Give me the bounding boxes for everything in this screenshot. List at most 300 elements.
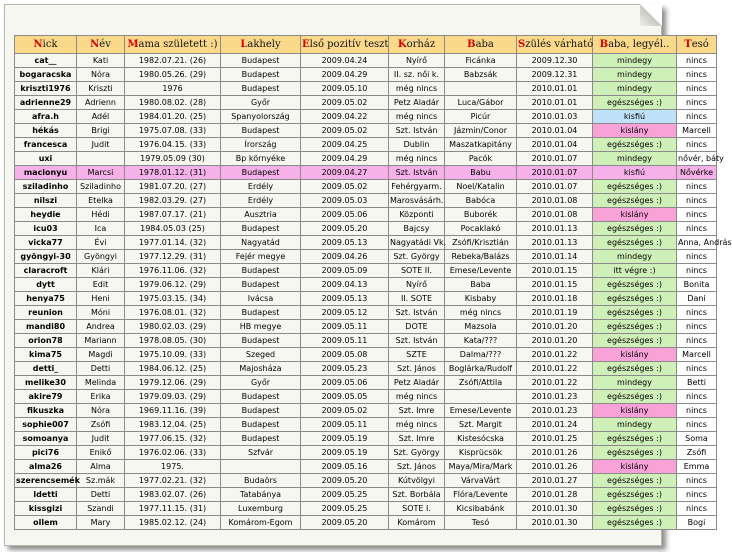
cell-sibling: nővér, báty [677, 152, 717, 166]
table-row [15, 418, 717, 432]
cell-mother-born: 1982.03.29. (27) [125, 194, 221, 208]
cell-due-date: 2010.01.15 [517, 278, 593, 292]
cell-first-positive-test: 2009.05.23 [301, 362, 389, 376]
cell-hospital: SOTE II. [389, 264, 445, 278]
cell-nick: alma26 [15, 460, 77, 474]
cell-residence: Szfvár [221, 446, 301, 460]
cell-sibling: nincs [677, 138, 717, 152]
table-row [15, 446, 717, 460]
cell-mother-born: 1983.12.04. (25) [125, 418, 221, 432]
cell-mother-born: 1977.01.14. (32) [125, 236, 221, 250]
cell-residence: Budapest [221, 432, 301, 446]
cell-due-date: 2010.01.30 [517, 502, 593, 516]
cell-name: Sz.mák [77, 474, 125, 488]
cell-sibling: nincs [677, 488, 717, 502]
cell-residence [221, 460, 301, 474]
cell-first-positive-test: 2009.05.06 [301, 208, 389, 222]
cell-hospital: Bajcsy [389, 222, 445, 236]
cell-baby-wish: mindegy [593, 250, 677, 264]
cell-sibling: nincs [677, 68, 717, 82]
cell-nick: somoanya [15, 432, 77, 446]
cell-baby: Maszatkapitány [445, 138, 517, 152]
cell-residence: Ausztria [221, 208, 301, 222]
cell-sibling: nincs [677, 320, 717, 334]
cell-baby-wish: mindegy [593, 82, 677, 96]
cell-first-positive-test: 2009.05.20 [301, 474, 389, 488]
cell-name: Sziladinho [77, 180, 125, 194]
cell-baby: Mazsola [445, 320, 517, 334]
cell-nick: afra.h [15, 110, 77, 124]
cell-mother-born: 1975. [125, 460, 221, 474]
cell-sibling: Nővérke [677, 166, 717, 180]
cell-hospital: még nincs [389, 82, 445, 96]
cell-name: Nóra [77, 68, 125, 82]
table-row [15, 278, 717, 292]
cell-residence: Budapest [221, 166, 301, 180]
cell-sibling: nincs [677, 362, 717, 376]
table-row [15, 236, 717, 250]
cell-due-date: 2010.01.01 [517, 82, 593, 96]
cell-nick: claracroft [15, 264, 77, 278]
cell-hospital: Szt. János [389, 460, 445, 474]
cell-residence: Bp környéke [221, 152, 301, 166]
cell-baby: Zsófi/Attila [445, 376, 517, 390]
cell-mother-born: 1984.05.03 (25) [125, 222, 221, 236]
table-row [15, 54, 717, 68]
header-baby: Baba [445, 36, 517, 54]
cell-hospital: DOTE [389, 320, 445, 334]
cell-residence: Győr [221, 96, 301, 110]
cell-due-date: 2010.01.28 [517, 488, 593, 502]
cell-nick: sziladinho [15, 180, 77, 194]
cell-baby: Kistesócska [445, 432, 517, 446]
cell-first-positive-test: 2009.05.13 [301, 236, 389, 250]
cell-nick: detti_ [15, 362, 77, 376]
header-nick: Nick [15, 36, 77, 54]
cell-baby-wish: egészséges :) [593, 362, 677, 376]
cell-first-positive-test: 2009.05.05 [301, 390, 389, 404]
cell-baby-wish: mindegy [593, 152, 677, 166]
cell-sibling: nincs [677, 110, 717, 124]
cell-residence: Erdély [221, 194, 301, 208]
cell-first-positive-test: 2009.04.22 [301, 110, 389, 124]
table-row [15, 152, 717, 166]
cell-name: Detti [77, 362, 125, 376]
table-row [15, 264, 717, 278]
cell-baby: Kisbaby [445, 292, 517, 306]
cell-due-date: 2010.01.22 [517, 348, 593, 362]
cell-mother-born: 1977.12.29. (31) [125, 250, 221, 264]
table-row [15, 320, 717, 334]
cell-sibling: Emma [677, 460, 717, 474]
cell-hospital: Marosvásárh. [389, 194, 445, 208]
cell-first-positive-test: 2009.04.26 [301, 250, 389, 264]
cell-name: Nóra [77, 404, 125, 418]
cell-mother-born: 1984.06.12. (25) [125, 362, 221, 376]
cell-baby-wish: egészséges :) [593, 446, 677, 460]
cell-residence: Ivácsa [221, 292, 301, 306]
cell-mother-born: 1979.12.06. (29) [125, 376, 221, 390]
cell-residence: Spanyolország [221, 110, 301, 124]
cell-residence: Budapest [221, 404, 301, 418]
cell-nick: heydie [15, 208, 77, 222]
cell-hospital: Szt. István [389, 306, 445, 320]
cell-sibling: nincs [677, 390, 717, 404]
cell-name: Ica [77, 222, 125, 236]
cell-mother-born: 1976.04.15. (33) [125, 138, 221, 152]
cell-name: Évi [77, 236, 125, 250]
cell-residence: Majosháza [221, 362, 301, 376]
cell-baby: Kisprücsök [445, 446, 517, 460]
cell-baby: Emese/Levente [445, 404, 517, 418]
table-row [15, 376, 717, 390]
cell-due-date: 2010.01.18 [517, 292, 593, 306]
cell-baby-wish: kisfiú [593, 166, 677, 180]
cell-due-date: 2009.12.30 [517, 54, 593, 68]
cell-due-date: 2010.01.04 [517, 124, 593, 138]
table-row [15, 390, 717, 404]
cell-baby-wish: egészséges :) [593, 306, 677, 320]
cell-mother-born: 1977.06.15. (32) [125, 432, 221, 446]
cell-baby-wish: egészséges :) [593, 180, 677, 194]
cell-name: Melinda [77, 376, 125, 390]
cell-mother-born: 1977.02.21. (32) [125, 474, 221, 488]
cell-due-date: 2010.01.01 [517, 96, 593, 110]
cell-hospital: Kútvölgyi [389, 474, 445, 488]
header-first-positive-test: Első pozitív teszt [301, 36, 389, 54]
cell-baby-wish: egészséges :) [593, 96, 677, 110]
cell-baby: Flóra/Levente [445, 488, 517, 502]
cell-baby: Picúr [445, 110, 517, 124]
table-row [15, 306, 717, 320]
table-row [15, 292, 717, 306]
cell-due-date: 2010.01.23 [517, 390, 593, 404]
cell-due-date: 2010.01.26 [517, 460, 593, 474]
cell-baby [445, 390, 517, 404]
cell-due-date: 2010.01.15 [517, 264, 593, 278]
cell-baby-wish: kislány [593, 404, 677, 418]
cell-due-date: 2010.01.22 [517, 376, 593, 390]
cell-name: Erika [77, 390, 125, 404]
cell-baby: Emese/Levente [445, 264, 517, 278]
cell-baby: Maya/Mira/Mark [445, 460, 517, 474]
cell-name: Heni [77, 292, 125, 306]
cell-first-positive-test: 2009.04.13 [301, 278, 389, 292]
cell-hospital: Központi [389, 208, 445, 222]
cell-name: Móni [77, 306, 125, 320]
cell-baby: Babu [445, 166, 517, 180]
cell-baby-wish: mindegy [593, 418, 677, 432]
cell-due-date: 2010.01.07 [517, 180, 593, 194]
table-row [15, 460, 717, 474]
header-name: Név [77, 36, 125, 54]
cell-nick: kima75 [15, 348, 77, 362]
cell-nick: macionyu [15, 166, 77, 180]
cell-name: Edit [77, 278, 125, 292]
cell-name: Brigi [77, 124, 125, 138]
cell-baby-wish: egészséges :) [593, 390, 677, 404]
table-row [15, 138, 717, 152]
table-row [15, 180, 717, 194]
cell-sibling: nincs [677, 264, 717, 278]
cell-sibling: nincs [677, 82, 717, 96]
table-body [15, 54, 732, 530]
cell-sibling: Dani [677, 292, 717, 306]
document-frame [4, 4, 732, 546]
cell-first-positive-test: 2009.05.12 [301, 306, 389, 320]
cell-first-positive-test: 2009.04.29 [301, 152, 389, 166]
cell-due-date: 2010.01.24 [517, 418, 593, 432]
cell-baby: VárvaVárt [445, 474, 517, 488]
cell-first-positive-test: 2009.05.11 [301, 320, 389, 334]
pregnancy-table [14, 35, 732, 530]
header-hospital: Korház [389, 36, 445, 54]
table-row [15, 488, 717, 502]
table-row [15, 250, 717, 264]
cell-sibling: nincs [677, 208, 717, 222]
cell-first-positive-test: 2009.05.20 [301, 516, 389, 530]
cell-name: Kati [77, 54, 125, 68]
cell-nick: hékás [15, 124, 77, 138]
cell-residence: Írország [221, 138, 301, 152]
cell-nick: reunion [15, 306, 77, 320]
cell-residence: Budapest [221, 68, 301, 82]
cell-baby-wish: kislány [593, 348, 677, 362]
cell-nick: cat__ [15, 54, 77, 68]
cell-first-positive-test: 2009.05.25 [301, 502, 389, 516]
cell-baby-wish: egészséges :) [593, 432, 677, 446]
cell-baby-wish: egészséges :) [593, 138, 677, 152]
table-row [15, 474, 717, 488]
table-row [15, 334, 717, 348]
table-row [15, 516, 717, 530]
cell-due-date: 2010.01.30 [517, 516, 593, 530]
cell-hospital: még nincs [389, 110, 445, 124]
table-row [15, 96, 717, 110]
cell-baby-wish: egészséges :) [593, 194, 677, 208]
cell-residence: Budapest [221, 278, 301, 292]
cell-sibling: Soma [677, 432, 717, 446]
cell-sibling: Marcell [677, 348, 717, 362]
cell-sibling: nincs [677, 502, 717, 516]
cell-nick: gyöngyi-30 [15, 250, 77, 264]
cell-mother-born: 1979.09.03. (29) [125, 390, 221, 404]
cell-baby: Kicsibabánk [445, 502, 517, 516]
cell-mother-born: 1981.07.20. (27) [125, 180, 221, 194]
cell-name: Klári [77, 264, 125, 278]
cell-due-date: 2010.01.23 [517, 404, 593, 418]
cell-nick: kissgizi [15, 502, 77, 516]
cell-mother-born: 1982.07.21. (26) [125, 54, 221, 68]
cell-nick: mandi80 [15, 320, 77, 334]
cell-baby-wish: egészséges :) [593, 488, 677, 502]
cell-mother-born: 1979.06.12. (29) [125, 278, 221, 292]
cell-hospital: Szt. Imre [389, 404, 445, 418]
cell-first-positive-test: 2009.05.08 [301, 348, 389, 362]
cell-name: Marcsi [77, 166, 125, 180]
cell-due-date: 2010.01.22 [517, 362, 593, 376]
cell-sibling: nincs [677, 334, 717, 348]
cell-nick: pici76 [15, 446, 77, 460]
cell-due-date: 2010.01.27 [517, 474, 593, 488]
cell-hospital: Fehérgyarm. [389, 180, 445, 194]
cell-first-positive-test: 2009.05.25 [301, 488, 389, 502]
cell-nick: uxi [15, 152, 77, 166]
cell-first-positive-test: 2009.05.06 [301, 376, 389, 390]
cell-first-positive-test: 2009.05.11 [301, 418, 389, 432]
cell-hospital: Petz Aladár [389, 96, 445, 110]
cell-residence: Szeged [221, 348, 301, 362]
table-row [15, 222, 717, 236]
header-residence: Lakhely [221, 36, 301, 54]
cell-mother-born: 1979.05.09 (30) [125, 152, 221, 166]
table-row [15, 362, 717, 376]
cell-baby [445, 82, 517, 96]
cell-name: Mariann [77, 334, 125, 348]
cell-baby-wish: kisfiú [593, 110, 677, 124]
cell-residence: Budapest [221, 264, 301, 278]
cell-sibling: nincs [677, 404, 717, 418]
cell-name: Kriszti [77, 82, 125, 96]
cell-baby: Zsófi/Krisztián [445, 236, 517, 250]
cell-name: Mary [77, 516, 125, 530]
cell-mother-born: 1978.01.12. (31) [125, 166, 221, 180]
table-row [15, 348, 717, 362]
cell-baby: Noel/Katalin [445, 180, 517, 194]
cell-due-date: 2010.01.13 [517, 222, 593, 236]
cell-baby: Jázmin/Conor [445, 124, 517, 138]
cell-hospital: Szt. Imre [389, 432, 445, 446]
cell-name: Enikő [77, 446, 125, 460]
cell-hospital: Szt. György [389, 446, 445, 460]
header-row [15, 36, 717, 54]
cell-sibling: nincs [677, 194, 717, 208]
cell-sibling: nincs [677, 180, 717, 194]
cell-first-positive-test: 2009.04.27 [301, 166, 389, 180]
cell-nick: orion78 [15, 334, 77, 348]
cell-first-positive-test: 2009.05.02 [301, 124, 389, 138]
cell-baby: Rebeka/Balázs [445, 250, 517, 264]
cell-mother-born: 1980.02.03. (29) [125, 320, 221, 334]
cell-baby: Tesó [445, 516, 517, 530]
cell-nick: ollem [15, 516, 77, 530]
cell-first-positive-test: 2009.05.03 [301, 194, 389, 208]
cell-baby-wish: egészséges :) [593, 222, 677, 236]
cell-hospital: Komárom [389, 516, 445, 530]
cell-nick: akire79 [15, 390, 77, 404]
cell-nick: ldetti [15, 488, 77, 502]
cell-nick: melike30 [15, 376, 77, 390]
cell-nick: fikuszka [15, 404, 77, 418]
cell-baby-wish: mindegy [593, 376, 677, 390]
cell-mother-born: 1975.07.08. (33) [125, 124, 221, 138]
cell-baby: Ficánka [445, 54, 517, 68]
cell-mother-born: 1977.11.15. (31) [125, 502, 221, 516]
cell-baby-wish: mindegy [593, 54, 677, 68]
cell-residence: Luxemburg [221, 502, 301, 516]
cell-baby-wish: kislány [593, 208, 677, 222]
cell-baby-wish: egészséges :) [593, 334, 677, 348]
cell-baby-wish: egészséges :) [593, 320, 677, 334]
cell-baby-wish: egészséges :) [593, 236, 677, 250]
header-mother-born: Mama született :) [125, 36, 221, 54]
cell-baby-wish: mindegy [593, 68, 677, 82]
cell-sibling: nincs [677, 306, 717, 320]
cell-name: Andrea [77, 320, 125, 334]
cell-baby-wish: egészséges :) [593, 292, 677, 306]
cell-first-positive-test: 2009.04.25 [301, 138, 389, 152]
cell-baby-wish: egészséges :) [593, 474, 677, 488]
cell-name: Szandi [77, 502, 125, 516]
cell-due-date: 2010.01.26 [517, 446, 593, 460]
cell-nick: sophie007 [15, 418, 77, 432]
cell-mother-born: 1987.07.17. (21) [125, 208, 221, 222]
cell-baby-wish: kislány [593, 460, 677, 474]
cell-baby: Baba [445, 278, 517, 292]
cell-sibling: nincs [677, 96, 717, 110]
cell-residence: Budapest [221, 418, 301, 432]
cell-sibling: Marcell [677, 124, 717, 138]
cell-due-date: 2010.01.03 [517, 110, 593, 124]
cell-nick: henya75 [15, 292, 77, 306]
cell-sibling: nincs [677, 418, 717, 432]
table-row [15, 432, 717, 446]
cell-baby: Luca/Gábor [445, 96, 517, 110]
cell-name: Zsófi [77, 418, 125, 432]
cell-due-date: 2010.01.14 [517, 250, 593, 264]
cell-baby: Babzsák [445, 68, 517, 82]
cell-due-date: 2010.01.07 [517, 166, 593, 180]
cell-baby: Szt. Margit [445, 418, 517, 432]
cell-name: Adrienn [77, 96, 125, 110]
cell-nick: szerencsemék [15, 474, 77, 488]
cell-hospital: Dublin [389, 138, 445, 152]
cell-hospital: SZTE [389, 348, 445, 362]
cell-sibling: nincs [677, 222, 717, 236]
cell-residence: Nagyatád [221, 236, 301, 250]
cell-name: Etelka [77, 194, 125, 208]
table-row [15, 404, 717, 418]
cell-mother-born: 1983.02.07. (26) [125, 488, 221, 502]
cell-hospital: Szt. Borbála [389, 488, 445, 502]
cell-first-positive-test: 2009.05.20 [301, 222, 389, 236]
cell-residence: Budapest [221, 222, 301, 236]
cell-baby-wish: itt végre :) [593, 264, 677, 278]
cell-residence: Budaörs [221, 474, 301, 488]
table-row [15, 194, 717, 208]
cell-nick: bogaracska [15, 68, 77, 82]
cell-residence: Budapest [221, 390, 301, 404]
cell-baby: még nincs [445, 306, 517, 320]
cell-residence: Budapest [221, 306, 301, 320]
cell-baby: Kata/??? [445, 334, 517, 348]
table-row [15, 502, 717, 516]
cell-residence: HB megye [221, 320, 301, 334]
cell-first-positive-test: 2009.05.11 [301, 334, 389, 348]
cell-residence: Budapest [221, 82, 301, 96]
cell-name: Hédi [77, 208, 125, 222]
cell-sibling: nincs [677, 474, 717, 488]
cell-mother-born: 1976.08.01. (32) [125, 306, 221, 320]
cell-baby-wish: egészséges :) [593, 516, 677, 530]
cell-mother-born: 1969.11.16. (39) [125, 404, 221, 418]
cell-sibling: nincs [677, 54, 717, 68]
cell-first-positive-test: 2009.04.29 [301, 68, 389, 82]
cell-first-positive-test: 2009.05.02 [301, 96, 389, 110]
cell-name: Adél [77, 110, 125, 124]
cell-mother-born: 1984.01.20. (25) [125, 110, 221, 124]
cell-due-date: 2010.01.08 [517, 194, 593, 208]
